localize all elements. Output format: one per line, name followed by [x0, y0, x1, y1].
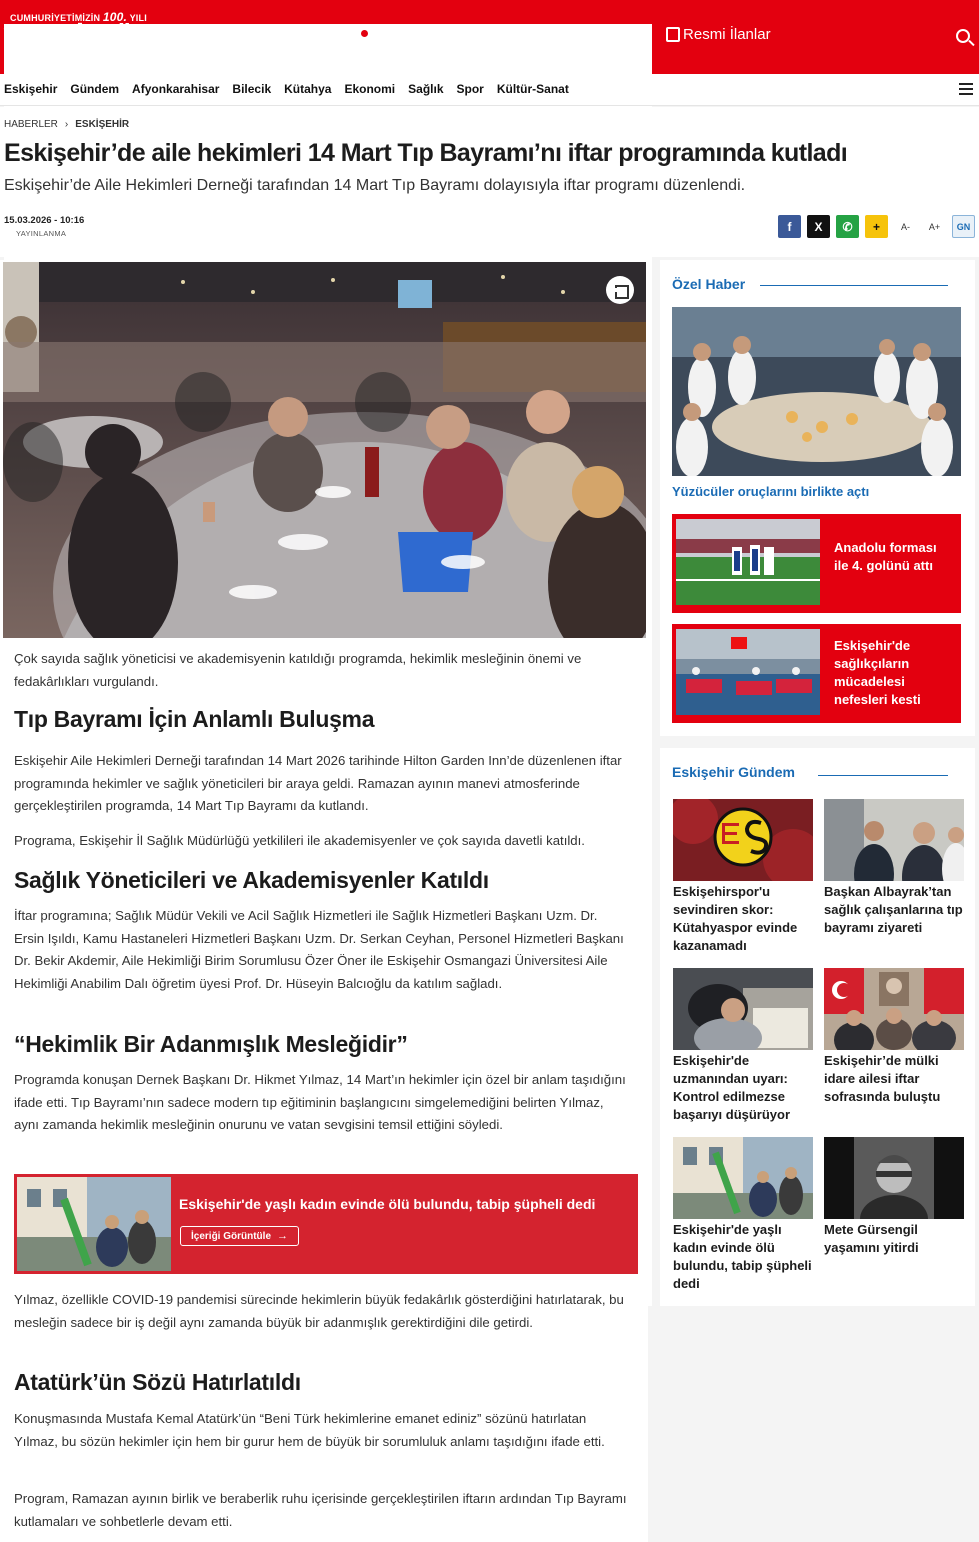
category-bar: [0, 74, 979, 106]
card-title: Eskişehir'de sağlıkçıların mücadelesi nefesleri kesti: [834, 638, 921, 707]
related-news-banner[interactable]: [14, 1174, 638, 1274]
top-nav: [356, 26, 797, 43]
agenda-item[interactable]: [824, 799, 964, 937]
agenda-item[interactable]: [673, 1137, 813, 1293]
camera-icon: [356, 27, 374, 42]
section-heading: Tıp Bayramı İçin Anlamlı Buluşma: [14, 706, 375, 732]
special-news-card[interactable]: [672, 624, 961, 723]
category-link[interactable]: Spor: [456, 82, 484, 96]
section-heading: Atatürk’ün Sözü Hatırlatıldı: [14, 1369, 301, 1395]
card-thumbnail: [676, 519, 820, 605]
article-spot: Eskişehir’de Aile Hekimleri Derneği tarafından 14 Mart Tıp Bayramı dolayısıyla iftar programı düzenlendi.: [4, 177, 746, 194]
article-paragraph: İftar programına; Sağlık Müdür Vekili ve Acil Sağlık Hizmetleri ile Sağlık Hizmetleri Başkanı Uzm. Dr. Ersin Işıldı, Kamu Hastaneleri Hizmetleri Başkanı Uzm. Dr. Serkan Ceyhan, Personel Hizmetleri Başkanı Dr. Bekir Akdemir, Aile Hekimliği Birim Sorumlusu Özer Öner ile Eskişehir Osmangazi Üniversitesi Aile Hekimliği Anabilim Dalı öğretim üyesi Prof. Dr. Hüseyin Balcıoğlu da katılım sağladı.: [14, 908, 624, 991]
whatsapp-share-button[interactable]: ✆: [836, 215, 859, 238]
iftar-dinner-photo: [3, 262, 646, 638]
article-paragraph: Konuşmasında Mustafa Kemal Atatürk’ün “Beni Türk hekimlerine emanet ediniz” sözünü hatırlatan Yılmaz, bu sözün hekimler için hem bir gurur hem de büyük bir sorumluluk anlamı taşıdığını ifade etti.: [14, 1411, 605, 1449]
nav-photo-gallery[interactable]: Foto Galeri: [356, 26, 451, 43]
special-news-widget: [660, 260, 975, 736]
title-underline: [760, 285, 948, 286]
nav-writers[interactable]: Yazarlar: [564, 26, 640, 43]
facebook-share-button[interactable]: f: [778, 215, 801, 238]
agenda-thumbnail: [673, 799, 813, 881]
section-heading: Sağlık Yöneticileri ve Akademisyenler Katıldı: [14, 867, 489, 893]
widget-title: Özel Haber: [672, 276, 746, 292]
agenda-item[interactable]: [673, 799, 813, 955]
agenda-item-title: Eskişehir’de mülki idare ailesi iftar sofrasında buluştu: [824, 1053, 941, 1104]
google-news-button[interactable]: GN: [952, 215, 975, 238]
article-header: [0, 107, 979, 257]
breadcrumb-current[interactable]: ESKİŞEHİR: [75, 119, 130, 130]
title-underline: [818, 775, 948, 776]
article-title: Eskişehir’de aile hekimleri 14 Mart Tıp Bayramı’nı iftar programında kutladı: [4, 139, 848, 167]
menu-icon[interactable]: [959, 83, 973, 95]
breadcrumb: [4, 119, 129, 130]
share-bar: [778, 215, 979, 238]
nav-video[interactable]: Video: [477, 26, 538, 43]
agenda-item-title: Eskişehir'de uzmanından uyarı: Kontrol edilmezse başarıyı düşürüyor: [673, 1053, 791, 1122]
site-logo[interactable]: CUMHURİYETİMİZİN 100. YILI YENİGÜN: [4, 8, 164, 66]
category-link[interactable]: Sağlık: [408, 82, 444, 96]
document-icon: [666, 27, 680, 42]
breadcrumb-separator: ›: [64, 119, 69, 130]
agenda-item-title: Mete Gürsengil yaşamını yitirdi: [824, 1222, 919, 1255]
expand-icon[interactable]: [606, 276, 634, 304]
agenda-thumbnail: [824, 799, 964, 881]
article-paragraph: Yılmaz, özellikle COVID-19 pandemisi sürecinde hekimlerin büyük fedakârlık gösterdiğini hatırlatarak, bu mesleğin sadece bir iş değil aynı zamanda büyük bir adanmışlık gerektirdiğini dile getirdi.: [14, 1292, 624, 1330]
x-share-button[interactable]: X: [807, 215, 830, 238]
local-agenda-widget: [660, 748, 975, 1306]
article-lead: Çok sayıda sağlık yöneticisi ve akademisyenin katıldığı programda, hekimlik mesleğinin önemi ve fedakârlıkları vurgulandı.: [14, 651, 582, 689]
agenda-thumbnail: [824, 968, 964, 1050]
search-icon[interactable]: [956, 29, 970, 43]
related-news-thumbnail: [17, 1177, 171, 1271]
agenda-thumbnail: [673, 1137, 813, 1219]
category-link[interactable]: Kütahya: [284, 82, 332, 96]
section-heading: “Hekimlik Bir Adanmışlık Mesleğidir”: [14, 1031, 408, 1057]
pen-icon: [562, 23, 585, 46]
widget-title: Eskişehir Gündem: [672, 764, 795, 780]
category-link[interactable]: Afyonkarahisar: [132, 82, 220, 96]
article-hero-image[interactable]: [3, 262, 646, 638]
special-news-caption[interactable]: Yüzücüler oruçlarını birlikte açtı: [672, 484, 870, 499]
agenda-item[interactable]: [824, 968, 964, 1106]
article-paragraph: Program, Ramazan ayının birlik ve beraberlik ruhu içerisinde gerçekleştirilen iftarın ardından Tıp Bayramı kutlamaları ve sohbetlerle devam etti.: [14, 1491, 627, 1529]
category-link[interactable]: Ekonomi: [344, 82, 396, 96]
nav-official-ads[interactable]: Resmi İlanlar: [666, 26, 771, 43]
card-thumbnail: [676, 629, 820, 715]
article-body: [0, 260, 648, 1542]
agenda-thumbnail: [673, 968, 813, 1050]
related-news-title: Eskişehir'de yaşlı kadın evinde ölü bulundu, tabip şüpheli dedi: [179, 1196, 596, 1212]
arrow-right-icon: →: [277, 1230, 289, 1242]
video-icon: [477, 27, 491, 42]
publish-date: 15.03.2026 - 10:16 YAYINLANMA: [4, 215, 85, 238]
category-link[interactable]: Bilecik: [232, 82, 272, 96]
special-news-image[interactable]: [672, 307, 961, 476]
font-increase-button[interactable]: A+: [923, 215, 946, 238]
card-title: Anadolu forması ile 4. golünü attı: [834, 540, 937, 573]
logo-wordmark: YENİGÜN: [4, 24, 652, 1306]
more-share-button[interactable]: +: [865, 215, 888, 238]
special-news-card[interactable]: [672, 514, 961, 613]
agenda-item-title: Eskişehir'de yaşlı kadın evinde ölü bulundu, tabip şüpheli dedi: [673, 1222, 812, 1291]
article-paragraph: Programda konuşan Dernek Başkanı Dr. Hikmet Yılmaz, 14 Mart’ın hekimler için özel bir anlam taşıdığını ifade etti. Tıp Bayramı’nın sadece modern tıp eğitiminin başlangıcını simgelemediğini belirten Yılmaz, aynı zamanda hekimlik mesleğinin onurunu ve vatan sevgisini temsil ettiğini söyledi.: [14, 1072, 626, 1132]
agenda-item[interactable]: [824, 1137, 964, 1257]
category-link[interactable]: Gündem: [70, 82, 120, 96]
article-paragraph: Programa, Eskişehir İl Sağlık Müdürlüğü yetkilileri ile akademisyenler ve çok sayıda davetli katıldı.: [14, 833, 585, 848]
view-content-button[interactable]: İçeriği Görüntüle →: [180, 1226, 299, 1246]
breadcrumb-home[interactable]: HABERLER: [4, 119, 58, 130]
agenda-item-title: Eskişehirspor'u sevindiren skor: Kütahyaspor evinde kazanamadı: [673, 884, 798, 953]
agenda-item[interactable]: [673, 968, 813, 1124]
category-link[interactable]: Kültür-Sanat: [496, 82, 569, 96]
site-header: [0, 0, 979, 74]
agenda-item-title: Başkan Albayrak’tan sağlık çalışanlarına tıp bayramı ziyareti: [824, 884, 963, 935]
agenda-thumbnail: [824, 1137, 964, 1219]
article-paragraph: Eskişehir Aile Hekimleri Derneği tarafından 14 Mart 2026 tarihinde Hilton Garden Inn’de düzenlenen iftar programında hekimler ve sağlık yöneticileri bir araya geldi. Ramazan ayının manevi atmosferinde gerçekleştirilen programda, 14 Mart Tıp Bayramı da kutlandı.: [14, 753, 622, 813]
font-decrease-button[interactable]: A-: [894, 215, 917, 238]
category-link[interactable]: Eskişehir: [4, 82, 58, 96]
